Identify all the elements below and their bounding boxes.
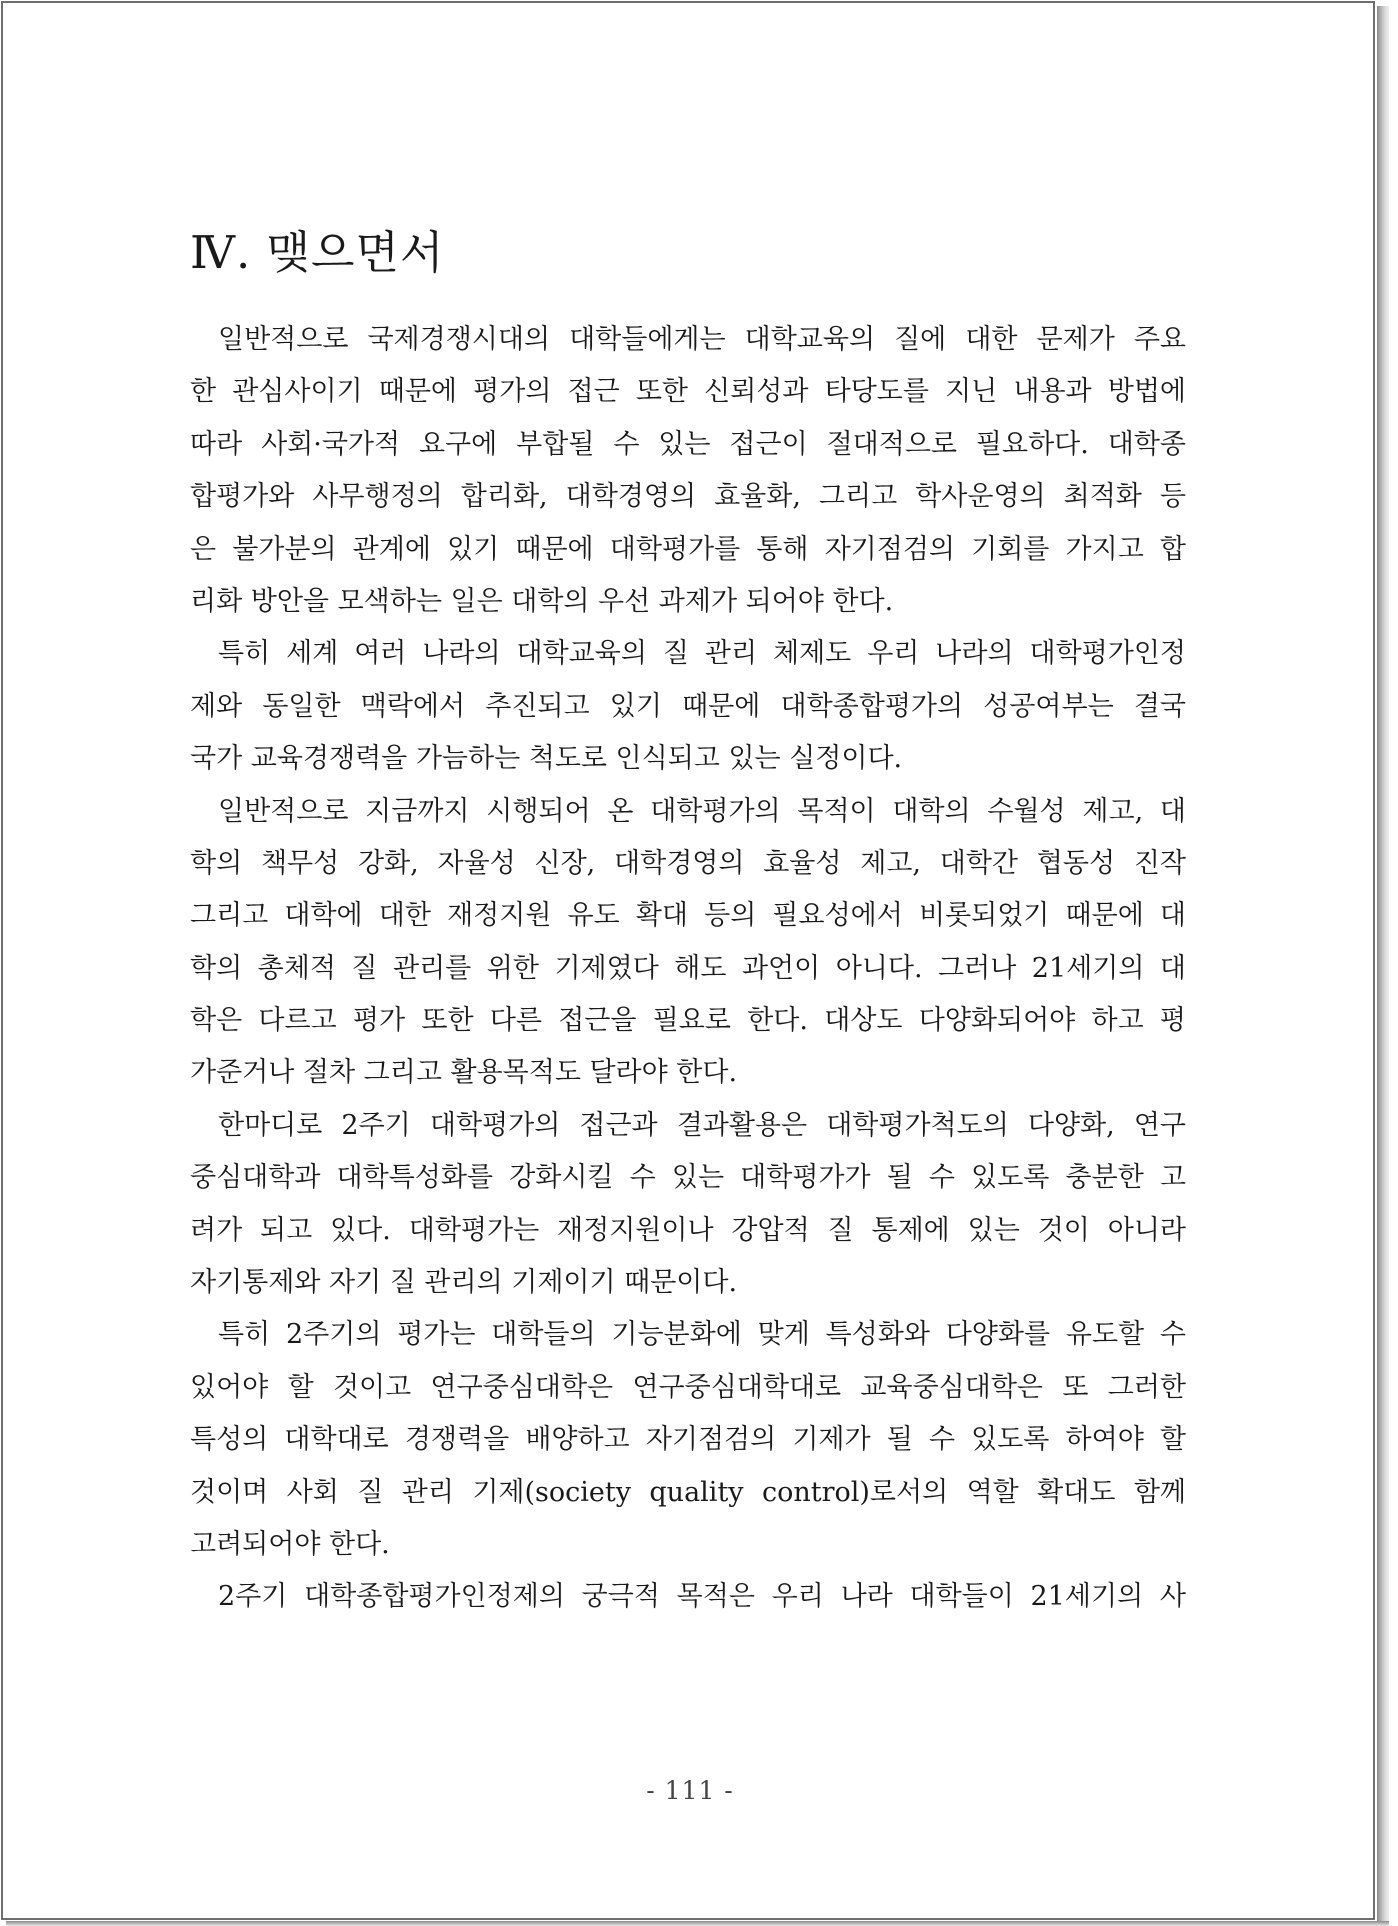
document-page — [1, 1, 1375, 1920]
text-line: 특성의 대학대로 경쟁력을 배양하고 자기점검의 기제가 될 수 있도록 하여야 할 — [190, 1424, 1186, 1456]
text-line: 학은 다르고 평가 또한 다른 접근을 필요로 한다. 대상도 다양화되어야 하고 평 — [190, 1005, 1186, 1037]
paragraph — [190, 314, 1186, 628]
text-line: 은 불가분의 관계에 있기 때문에 대학평가를 통해 자기점검의 기회를 가지고 합 — [190, 533, 1186, 565]
text-line: 한마디로 2주기 대학평가의 접근과 결과활용은 대학평가척도의 다양화, 연구 — [218, 1109, 1186, 1141]
text-line: 특히 2주기의 평가는 대학들의 기능분화에 맞게 특성화와 다양화를 유도할 수 — [218, 1319, 1186, 1351]
page-number: - 111 - — [646, 1776, 734, 1805]
text-line: 제와 동일한 맥락에서 추진되고 있기 때문에 대학종합평가의 성공여부는 결국 — [190, 690, 1186, 722]
text-line: 특히 세계 여러 나라의 대학교육의 질 관리 체제도 우리 나라의 대학평가인정 — [218, 638, 1186, 670]
text-line: 일반적으로 국제경쟁시대의 대학들에게는 대학교육의 질에 대한 문제가 주요 — [218, 324, 1186, 355]
section-heading: Ⅳ. 맺으면서 — [190, 226, 445, 279]
text-line: 학의 총체적 질 관리를 위한 기제였다 해도 과언이 아니다. 그러나 21세기의 대 — [190, 952, 1186, 984]
text-line: 그리고 대학에 대한 재정지원 유도 확대 등의 필요성에서 비롯되었기 때문에 대 — [190, 900, 1186, 932]
paragraph — [190, 786, 1186, 1100]
text-line: 리화 방안을 모색하는 일은 대학의 우선 과제가 되어야 한다. — [190, 585, 894, 617]
text-line: 2주기 대학종합평가인정제의 궁극적 목적은 우리 나라 대학들이 21세기의 사 — [218, 1581, 1186, 1613]
text-line: 학의 책무성 강화, 자율성 신장, 대학경영의 효율성 제고, 대학간 협동성 진작 — [190, 847, 1186, 879]
text-line: 있어야 할 것이고 연구중심대학은 연구중심대학대로 교육중심대학은 또 그러한 — [190, 1371, 1186, 1403]
text-line: 합평가와 사무행정의 합리화, 대학경영의 효율화, 그리고 학사운영의 최적화 등 — [190, 481, 1186, 513]
body-text — [190, 314, 1186, 1624]
text-line: 따라 사회·국가적 요구에 부합될 수 있는 접근이 절대적으로 필요하다. 대학종 — [190, 428, 1186, 460]
paragraph — [190, 1309, 1186, 1571]
text-line: 중심대학과 대학특성화를 강화시킬 수 있는 대학평가가 될 수 있도록 충분한 고 — [190, 1162, 1186, 1194]
text-line: 한 관심사이기 때문에 평가의 접근 또한 신뢰성과 타당도를 지닌 내용과 방법에 — [190, 376, 1186, 408]
text-line: 가준거나 절차 그리고 활용목적도 달라야 한다. — [190, 1057, 738, 1089]
text-line: 것이며 사회 질 관리 기제(society quality control)로서의 역할 확대도 함께 — [190, 1476, 1186, 1508]
text-line: 고려되어야 한다. — [190, 1528, 390, 1560]
page-shadow-right — [1377, 6, 1389, 1922]
text-line: 려가 되고 있다. 대학평가는 재정지원이나 강압적 질 통제에 있는 것이 아니라 — [190, 1214, 1186, 1246]
paragraph — [190, 1100, 1186, 1310]
text-line: 자기통제와 자기 질 관리의 기제이기 때문이다. — [190, 1267, 738, 1299]
paragraph — [190, 628, 1186, 785]
page-shadow-bottom — [6, 1921, 1389, 1926]
paragraph — [190, 1571, 1186, 1623]
text-line: 국가 교육경쟁력을 가늠하는 척도로 인식되고 있는 실정이다. — [190, 743, 903, 775]
text-line: 일반적으로 지금까지 시행되어 온 대학평가의 목적이 대학의 수월성 제고, 대 — [218, 795, 1186, 827]
